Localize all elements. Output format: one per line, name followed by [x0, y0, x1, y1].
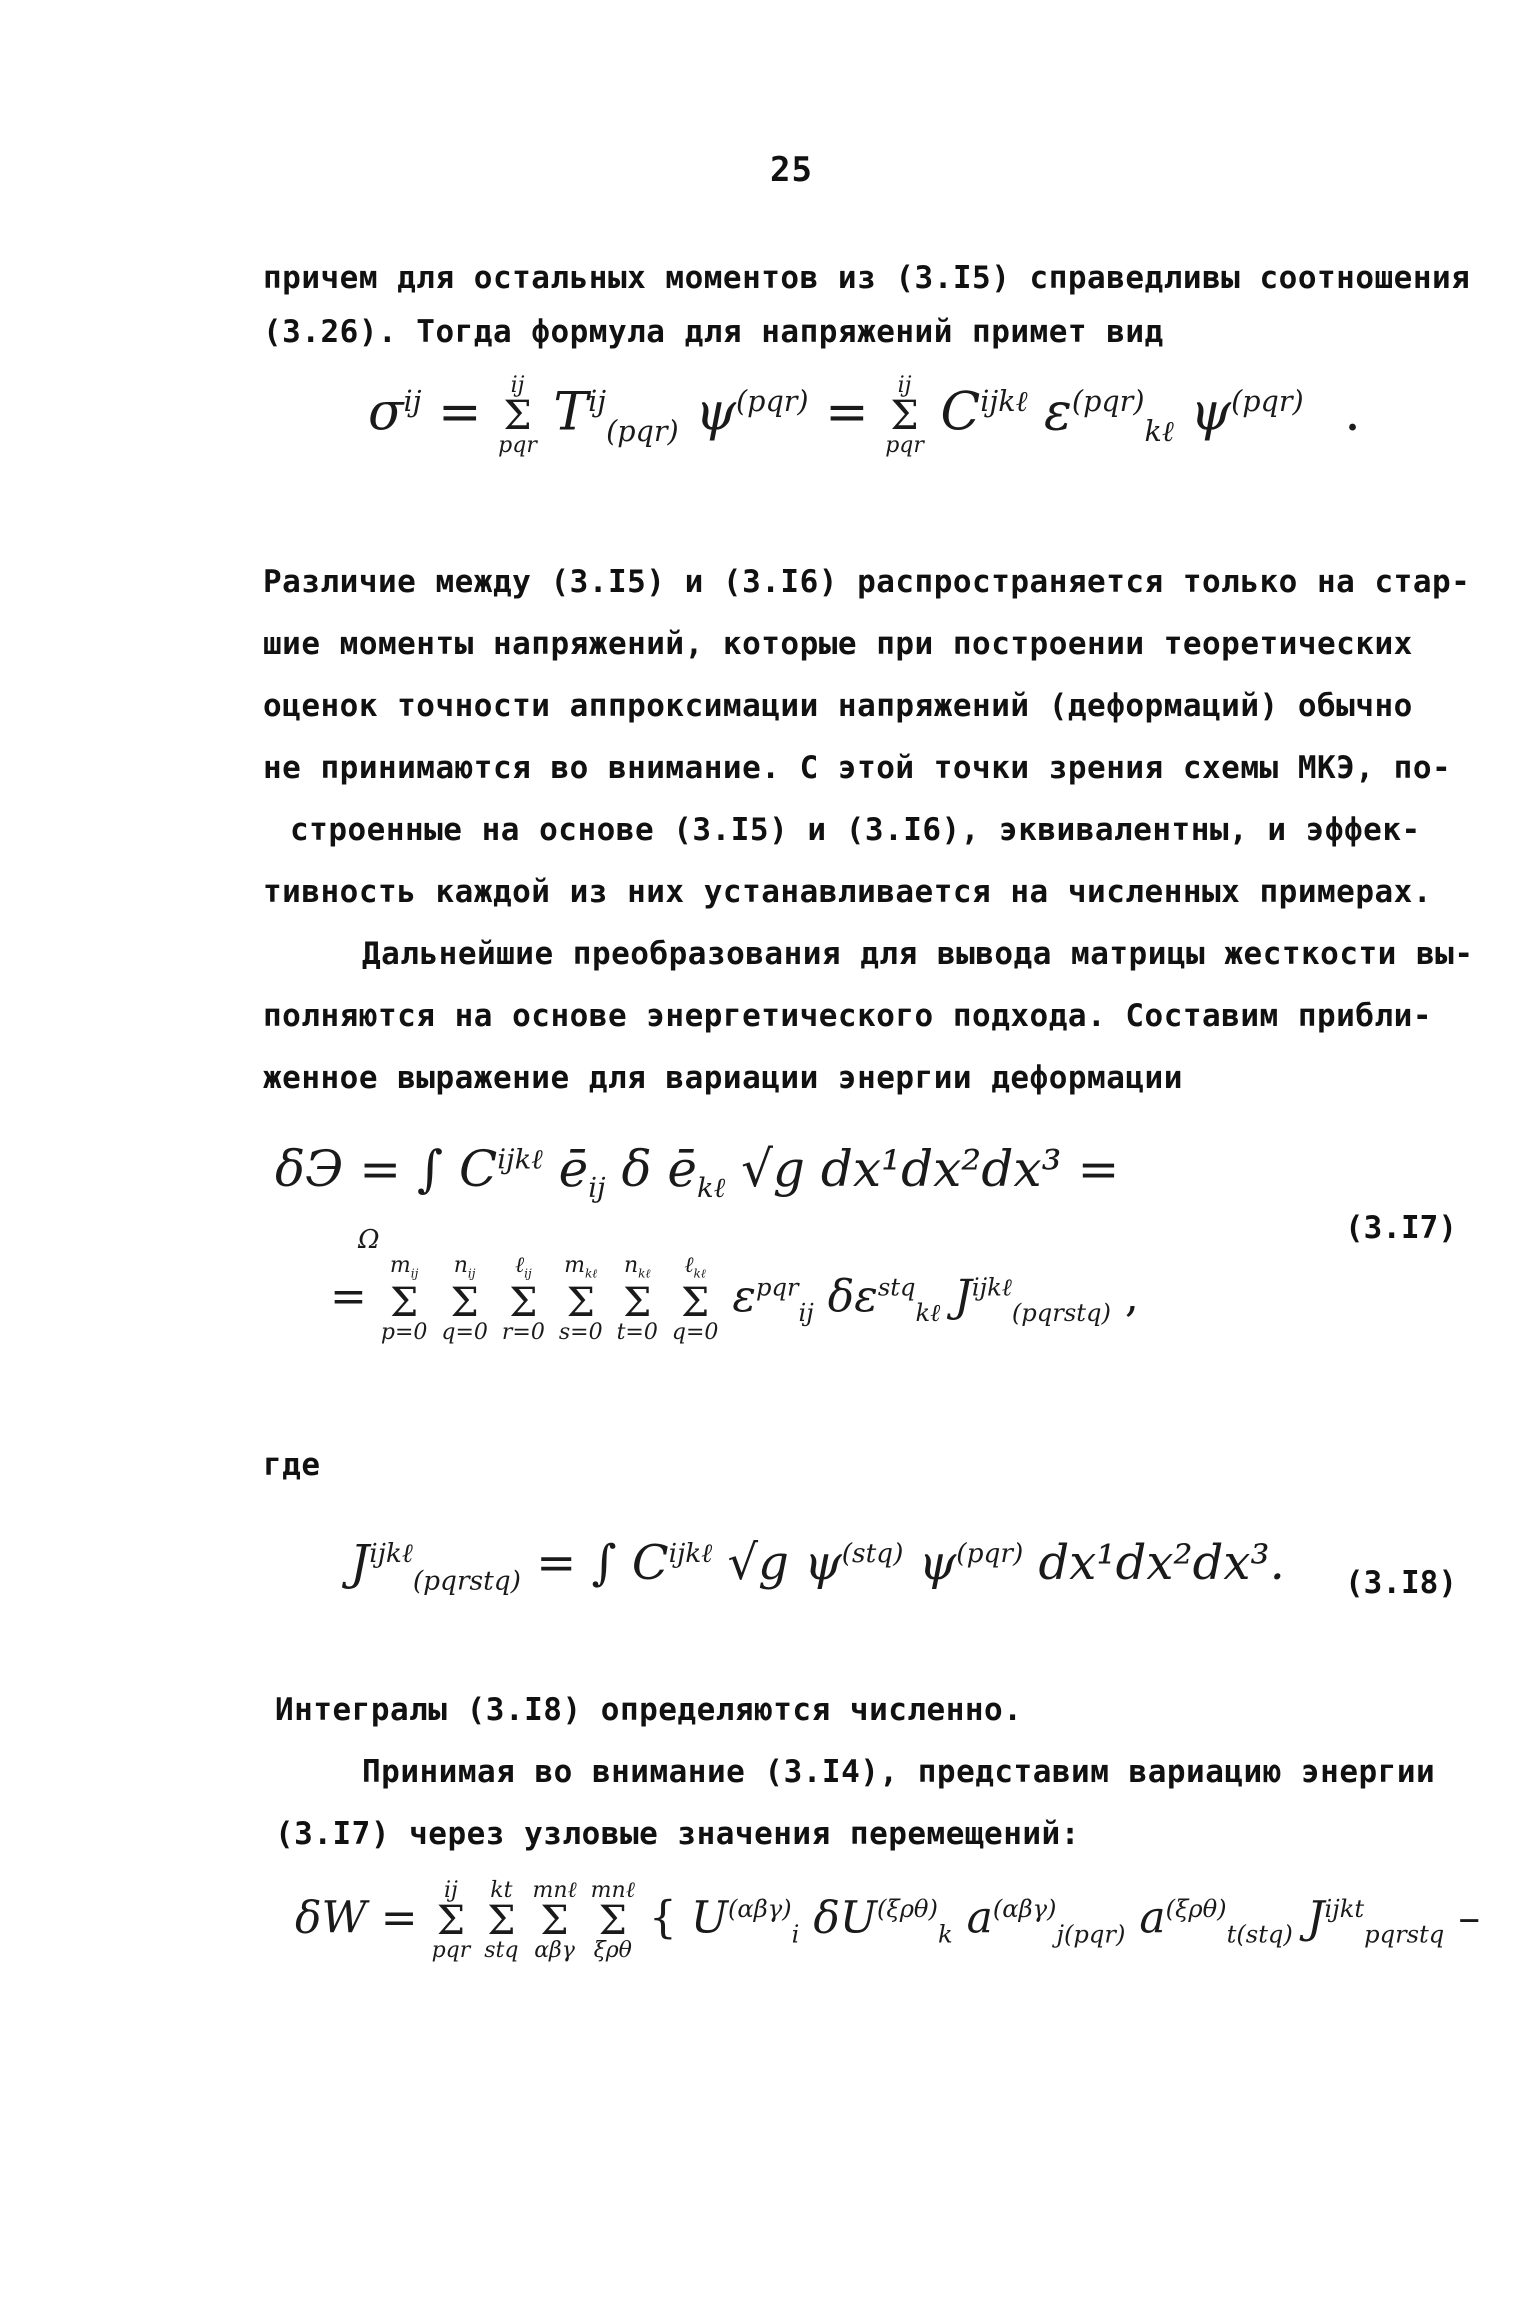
summation: ij Σ pqr: [885, 373, 924, 458]
equation-number: (3.I8): [1345, 1565, 1457, 1601]
energy-variation-expansion: = $m_{ij}$ Σ p=0 $n_{ij}$ Σ q=0 ℓ$_{ij}$ Σ r=0 $m_{k\ell}$ Σ s=0 $n_{k\ell}$ Σ t=0 ℓ$_{k\ell}$ Σ q=0 $\varepsilon^{pqr}_{ij}$ $\delta\varepsilon^{stq}_{k\ell}$ $J^{ijk\ell}_{(pqrstq)}$ ,: [330, 1253, 1139, 1346]
summation: ℓ$_{k\ell}$ Σ q=0: [671, 1253, 719, 1346]
summation: mnℓ Σ ξρθ: [590, 1878, 635, 1963]
text-line: (3.26). Тогда формула для напряжений примет вид: [263, 314, 1164, 350]
text-line: не принимаются во внимание. С этой точки зрения схемы МКЭ, по-: [263, 750, 1452, 786]
summation: ij Σ pqr: [431, 1878, 471, 1963]
text-line: где: [263, 1447, 321, 1483]
summation: $m_{k\ell}$ Σ s=0: [558, 1253, 603, 1346]
text-line: шие моменты напряжений, которые при построении теоретических: [263, 626, 1413, 662]
text-line: Интегралы (3.I8) определяются численно.: [275, 1692, 1023, 1728]
text-line: строенные на основе (3.I5) и (3.I6), эквивалентны, и эффек-: [290, 812, 1421, 848]
text-line: (3.I7) через узловые значения перемещений:: [275, 1816, 1080, 1852]
page-number: 25: [770, 150, 813, 190]
text-line: Принимая во внимание (3.I4), представим вариацию энергии: [362, 1754, 1436, 1790]
work-variation-equation: δW = ij Σ pqr kt Σ stq mnℓ Σ αβγ mnℓ Σ ξρθ { $U^{(\alpha\beta\gamma)}_i$ $\delta U^{(\xi\rho\theta)}_k$ $a^{(\alpha\beta\gamma)}_{j(pqr)}$ $a^{(\xi\rho\theta)}_{t(stq)}$ $J^{ijkt}_{pqrstq}$ –: [295, 1878, 1481, 1963]
text-line: тивность каждой из них устанавливается на численных примерах.: [263, 874, 1432, 910]
text-line: причем для остальных моментов из (3.I5) справедливы соотношения: [263, 260, 1471, 296]
text-line: оценок точности аппроксимации напряжений (деформаций) обычно: [263, 688, 1413, 724]
stress-equation: $\sigma^{ij}$ = ij Σ pqr $T^{ij}_{(pqr)}$ $\psi^{(pqr)}$ = ij Σ pqr $C^{ijk\ell}$ $\varepsilon^{(pqr)}_{k\ell}$ $\psi^{(pqr)}$ .: [368, 373, 1361, 458]
energy-variation-equation: δЭ = ∫ $C^{ijk\ell}$ $ē_{ij}$ δ $ē_{k\ell}$ √g dx¹dx²dx³ =: [275, 1140, 1120, 1204]
summation: $m_{ij}$ Σ p=0: [380, 1253, 428, 1346]
equation-number: (3.I7): [1345, 1210, 1457, 1246]
summation: $n_{ij}$ Σ q=0: [441, 1253, 488, 1346]
summation: ℓ$_{ij}$ Σ r=0: [501, 1253, 545, 1346]
text-line: Дальнейшие преобразования для вывода матрицы жесткости вы-: [362, 936, 1474, 972]
text-line: полняются на основе энергетического подхода. Составим прибли-: [263, 998, 1432, 1034]
integration-domain: Ω: [358, 1225, 380, 1255]
summation: ij Σ pqr: [498, 373, 537, 458]
text-line: женное выражение для вариации энергии деформации: [263, 1060, 1183, 1096]
integral-definition-equation: $J^{ijk\ell}_{(pqrstq)}$ = ∫ $C^{ijk\ell}$ √g $\psi^{(stq)}$ $\psi^{(pqr)}$ dx¹dx²dx³.: [350, 1535, 1285, 1597]
summation: mnℓ Σ αβγ: [532, 1878, 577, 1963]
summation: kt Σ stq: [484, 1878, 519, 1963]
summation: $n_{k\ell}$ Σ t=0: [616, 1253, 658, 1346]
text-line: Различие между (3.I5) и (3.I6) распространяется только на стар-: [263, 564, 1471, 600]
